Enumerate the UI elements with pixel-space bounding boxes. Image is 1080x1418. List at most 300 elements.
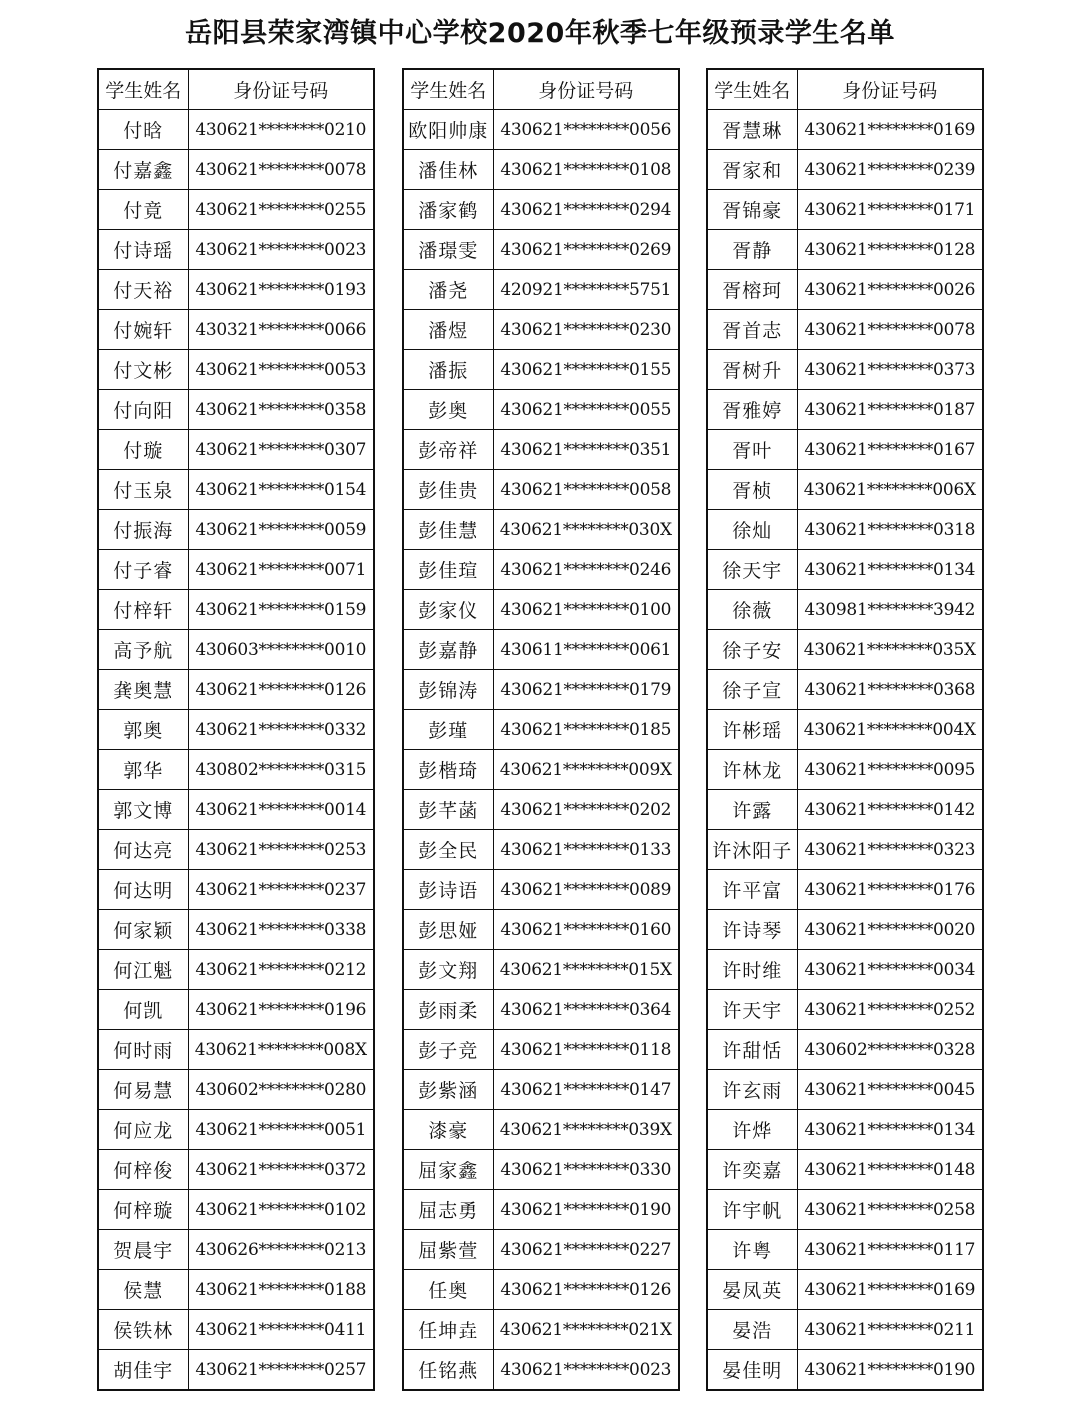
student-id-number: 430621********030X: [493, 510, 679, 550]
table-row: [707, 310, 983, 350]
student-name: 何家颖: [98, 910, 188, 950]
table-row: [98, 630, 374, 670]
student-name: 许露: [707, 790, 797, 830]
student-name: 付玉泉: [98, 470, 188, 510]
header-id-number: 身份证号码: [493, 69, 679, 110]
student-name: 何达明: [98, 870, 188, 910]
table-row: [98, 590, 374, 630]
student-id-number: 430621********0237: [188, 870, 374, 910]
table-row: [707, 870, 983, 910]
student-id-number: 430621********0154: [188, 470, 374, 510]
table-row: [98, 1310, 374, 1350]
student-id-number: 430621********009X: [493, 750, 679, 790]
student-name: 屈紫萱: [403, 1230, 493, 1270]
student-name: 付振海: [98, 510, 188, 550]
student-name: 许宇帆: [707, 1190, 797, 1230]
student-name: 彭思娅: [403, 910, 493, 950]
table-body: [707, 110, 983, 1391]
student-id-number: 430621********0185: [493, 710, 679, 750]
table-row: [403, 270, 679, 310]
student-id-number: 430621********0126: [493, 1270, 679, 1310]
student-name: 胥静: [707, 230, 797, 270]
student-id-number: 430802********0315: [188, 750, 374, 790]
student-id-number: 430621********0155: [493, 350, 679, 390]
student-id-number: 430621********0148: [797, 1150, 983, 1190]
student-id-number: 430621********0187: [797, 390, 983, 430]
table-row: [403, 1150, 679, 1190]
student-id-number: 430621********0014: [188, 790, 374, 830]
table-row: [403, 190, 679, 230]
table-row: [98, 110, 374, 150]
student-id-number: 430621********0364: [493, 990, 679, 1030]
table-row: [403, 310, 679, 350]
student-table-1: [97, 68, 375, 1391]
student-name: 彭紫涵: [403, 1070, 493, 1110]
student-id-number: 430621********039X: [493, 1110, 679, 1150]
table-row: [707, 910, 983, 950]
student-id-number: 430621********0020: [797, 910, 983, 950]
table-row: [403, 990, 679, 1030]
table-row: [403, 230, 679, 270]
table-row: [403, 710, 679, 750]
student-name: 彭全民: [403, 830, 493, 870]
student-name: 彭帝祥: [403, 430, 493, 470]
table-row: [98, 1230, 374, 1270]
table-row: [403, 750, 679, 790]
table-row: [707, 950, 983, 990]
student-name: 徐灿: [707, 510, 797, 550]
student-id-number: 430621********0169: [797, 1270, 983, 1310]
student-name: 潘家鹤: [403, 190, 493, 230]
table-row: [707, 1030, 983, 1070]
student-id-number: 430621********0368: [797, 670, 983, 710]
table-body: [98, 110, 374, 1391]
student-id-number: 430621********0269: [493, 230, 679, 270]
table-row: [403, 510, 679, 550]
table-row: [707, 1150, 983, 1190]
student-name: 付子睿: [98, 550, 188, 590]
student-id-number: 430621********0351: [493, 430, 679, 470]
student-name: 胡佳宇: [98, 1350, 188, 1391]
student-id-number: 430621********0117: [797, 1230, 983, 1270]
table-row: [98, 1030, 374, 1070]
student-id-number: 430621********0167: [797, 430, 983, 470]
student-id-number: 430621********0126: [188, 670, 374, 710]
student-name: 郭文博: [98, 790, 188, 830]
student-name: 彭芊菡: [403, 790, 493, 830]
student-name: 彭子竞: [403, 1030, 493, 1070]
table-row: [403, 550, 679, 590]
student-name: 彭奥: [403, 390, 493, 430]
student-name: 晏浩: [707, 1310, 797, 1350]
student-table-2: [402, 68, 680, 1391]
student-id-number: 430621********0051: [188, 1110, 374, 1150]
table-row: [707, 470, 983, 510]
table-row: [98, 310, 374, 350]
table-row: [98, 790, 374, 830]
table-row: [403, 910, 679, 950]
student-name: 彭诗语: [403, 870, 493, 910]
table-row: [403, 390, 679, 430]
student-id-number: 430621********0179: [493, 670, 679, 710]
student-name: 郭华: [98, 750, 188, 790]
student-name: 胥雅婷: [707, 390, 797, 430]
student-name: 许烨: [707, 1110, 797, 1150]
student-id-number: 430621********035X: [797, 630, 983, 670]
student-name: 徐子宣: [707, 670, 797, 710]
student-name: 任坤垚: [403, 1310, 493, 1350]
student-id-number: 430621********0190: [493, 1190, 679, 1230]
student-name: 许彬瑶: [707, 710, 797, 750]
student-name: 胥榕珂: [707, 270, 797, 310]
student-id-number: 430621********004X: [797, 710, 983, 750]
header-row: [707, 69, 983, 110]
student-name: 彭文翔: [403, 950, 493, 990]
student-id-number: 430621********0255: [188, 190, 374, 230]
student-id-number: 420921********5751: [493, 270, 679, 310]
student-id-number: 430621********0142: [797, 790, 983, 830]
student-name: 付晗: [98, 110, 188, 150]
student-id-number: 430621********0176: [797, 870, 983, 910]
student-id-number: 430621********021X: [493, 1310, 679, 1350]
student-id-number: 430621********0045: [797, 1070, 983, 1110]
table-row: [707, 150, 983, 190]
student-id-number: 430621********0056: [493, 110, 679, 150]
student-id-number: 430621********008X: [188, 1030, 374, 1070]
student-name: 彭楷琦: [403, 750, 493, 790]
student-name: 何时雨: [98, 1030, 188, 1070]
student-name: 任奥: [403, 1270, 493, 1310]
student-id-number: 430621********0128: [797, 230, 983, 270]
student-name: 潘璟雯: [403, 230, 493, 270]
table-row: [98, 1150, 374, 1190]
table-row: [403, 110, 679, 150]
student-id-number: 430621********0023: [188, 230, 374, 270]
student-id-number: 430621********0108: [493, 150, 679, 190]
student-name: 何应龙: [98, 1110, 188, 1150]
student-id-number: 430621********0026: [797, 270, 983, 310]
student-name: 彭家仪: [403, 590, 493, 630]
student-id-number: 430621********0102: [188, 1190, 374, 1230]
student-id-number: 430621********0330: [493, 1150, 679, 1190]
student-id-number: 430626********0213: [188, 1230, 374, 1270]
student-id-number: 430602********0280: [188, 1070, 374, 1110]
table-row: [707, 590, 983, 630]
table-row: [403, 1030, 679, 1070]
student-id-number: 430621********0078: [188, 150, 374, 190]
table-row: [403, 630, 679, 670]
table-row: [707, 670, 983, 710]
table-row: [707, 350, 983, 390]
student-id-number: 430621********0169: [797, 110, 983, 150]
table-row: [707, 630, 983, 670]
table-row: [707, 1070, 983, 1110]
header-id-number: 身份证号码: [188, 69, 374, 110]
student-name: 付诗瑶: [98, 230, 188, 270]
student-name: 彭佳瑄: [403, 550, 493, 590]
student-name: 贺晨宇: [98, 1230, 188, 1270]
table-row: [403, 430, 679, 470]
table-row: [98, 870, 374, 910]
student-name: 彭佳贵: [403, 470, 493, 510]
student-id-number: 430621********0188: [188, 1270, 374, 1310]
student-name: 晏佳明: [707, 1350, 797, 1391]
student-id-number: 430621********0053: [188, 350, 374, 390]
student-id-number: 430621********0257: [188, 1350, 374, 1391]
student-name: 许奕嘉: [707, 1150, 797, 1190]
student-id-number: 430621********0307: [188, 430, 374, 470]
table-row: [98, 1350, 374, 1391]
header-name: 学生姓名: [403, 69, 493, 110]
table-row: [403, 790, 679, 830]
student-id-number: 430621********0034: [797, 950, 983, 990]
student-name: 付天裕: [98, 270, 188, 310]
student-id-number: 430621********0372: [188, 1150, 374, 1190]
table-row: [98, 190, 374, 230]
student-name: 潘尧: [403, 270, 493, 310]
student-name: 付向阳: [98, 390, 188, 430]
student-id-number: 430981********3942: [797, 590, 983, 630]
table-row: [98, 910, 374, 950]
table-row: [707, 270, 983, 310]
student-name: 胥锦豪: [707, 190, 797, 230]
header-row: [98, 69, 374, 110]
student-id-number: 430621********0252: [797, 990, 983, 1030]
student-name: 许平富: [707, 870, 797, 910]
table-row: [403, 870, 679, 910]
student-id-number: 430321********0066: [188, 310, 374, 350]
student-name: 胥慧琳: [707, 110, 797, 150]
student-id-number: 430621********0095: [797, 750, 983, 790]
student-name: 何梓璇: [98, 1190, 188, 1230]
student-id-number: 430621********0202: [493, 790, 679, 830]
student-name: 潘佳林: [403, 150, 493, 190]
header-name: 学生姓名: [707, 69, 797, 110]
student-name: 何凯: [98, 990, 188, 1030]
student-name: 何梓俊: [98, 1150, 188, 1190]
student-name: 许沐阳子: [707, 830, 797, 870]
table-row: [98, 350, 374, 390]
student-id-number: 430621********0147: [493, 1070, 679, 1110]
student-name: 郭奥: [98, 710, 188, 750]
student-name: 许诗琴: [707, 910, 797, 950]
student-id-number: 430621********0078: [797, 310, 983, 350]
student-id-number: 430621********0318: [797, 510, 983, 550]
header-id-number: 身份证号码: [797, 69, 983, 110]
table-row: [707, 990, 983, 1030]
table-row: [403, 1230, 679, 1270]
student-name: 许时维: [707, 950, 797, 990]
student-name: 何易慧: [98, 1070, 188, 1110]
table-row: [98, 230, 374, 270]
table-row: [707, 1350, 983, 1391]
student-name: 付嘉鑫: [98, 150, 188, 190]
table-body: [403, 110, 679, 1391]
student-name: 彭嘉静: [403, 630, 493, 670]
table-row: [98, 990, 374, 1030]
table-row: [707, 390, 983, 430]
student-name: 彭雨柔: [403, 990, 493, 1030]
table-row: [403, 470, 679, 510]
student-name: 任铭燕: [403, 1350, 493, 1391]
table-row: [707, 1190, 983, 1230]
student-name: 徐子安: [707, 630, 797, 670]
student-name: 欧阳帅康: [403, 110, 493, 150]
student-id-number: 430621********0133: [493, 830, 679, 870]
student-id-number: 430621********0055: [493, 390, 679, 430]
document-title: 岳阳县荣家湾镇中心学校2020年秋季七年级预录学生名单: [185, 18, 895, 49]
table-row: [98, 550, 374, 590]
header-row: [403, 69, 679, 110]
student-name: 胥叶: [707, 430, 797, 470]
table-row: [403, 1350, 679, 1391]
student-id-number: 430621********0210: [188, 110, 374, 150]
student-name: 彭瑾: [403, 710, 493, 750]
student-name: 徐薇: [707, 590, 797, 630]
table-row: [403, 350, 679, 390]
student-id-number: 430621********006X: [797, 470, 983, 510]
student-id-number: 430621********0227: [493, 1230, 679, 1270]
student-name: 许天宇: [707, 990, 797, 1030]
student-id-number: 430621********0089: [493, 870, 679, 910]
student-name: 侯慧: [98, 1270, 188, 1310]
student-name: 何江魁: [98, 950, 188, 990]
student-id-number: 430621********0373: [797, 350, 983, 390]
student-name: 彭佳慧: [403, 510, 493, 550]
table-row: [403, 1110, 679, 1150]
student-id-number: 430621********0160: [493, 910, 679, 950]
student-id-number: 430621********0358: [188, 390, 374, 430]
student-id-number: 430611********0061: [493, 630, 679, 670]
table-row: [98, 1190, 374, 1230]
student-name: 许甜恬: [707, 1030, 797, 1070]
student-id-number: 430621********0023: [493, 1350, 679, 1391]
student-id-number: 430621********0100: [493, 590, 679, 630]
student-name: 龚奥慧: [98, 670, 188, 710]
student-id-number: 430621********0171: [797, 190, 983, 230]
table-row: [707, 1310, 983, 1350]
student-name: 潘煜: [403, 310, 493, 350]
table-row: [98, 950, 374, 990]
table-row: [403, 1190, 679, 1230]
student-name: 许林龙: [707, 750, 797, 790]
table-row: [707, 710, 983, 750]
table-row: [403, 1270, 679, 1310]
student-id-number: 430621********0294: [493, 190, 679, 230]
table-row: [707, 510, 983, 550]
student-id-number: 430621********0239: [797, 150, 983, 190]
table-row: [707, 190, 983, 230]
table-row: [98, 510, 374, 550]
table-row: [98, 1110, 374, 1150]
table-row: [98, 390, 374, 430]
student-id-number: 430621********0246: [493, 550, 679, 590]
table-row: [707, 430, 983, 470]
student-name: 许粤: [707, 1230, 797, 1270]
table-row: [98, 830, 374, 870]
student-id-number: 430602********0328: [797, 1030, 983, 1070]
table-row: [98, 150, 374, 190]
student-name: 徐天宇: [707, 550, 797, 590]
student-id-number: 430621********0258: [797, 1190, 983, 1230]
student-id-number: 430621********015X: [493, 950, 679, 990]
student-name: 屈家鑫: [403, 1150, 493, 1190]
table-row: [98, 470, 374, 510]
student-name: 侯铁林: [98, 1310, 188, 1350]
table-row: [98, 1270, 374, 1310]
student-name: 胥树升: [707, 350, 797, 390]
table-row: [707, 750, 983, 790]
student-name: 胥首志: [707, 310, 797, 350]
student-name: 何达亮: [98, 830, 188, 870]
table-row: [707, 550, 983, 590]
table-row: [98, 430, 374, 470]
table-row: [707, 230, 983, 270]
table-row: [98, 710, 374, 750]
table-row: [403, 1310, 679, 1350]
table-row: [707, 110, 983, 150]
student-name: 晏凤英: [707, 1270, 797, 1310]
student-id-number: 430621********0159: [188, 590, 374, 630]
student-name: 付璇: [98, 430, 188, 470]
student-name: 彭锦涛: [403, 670, 493, 710]
table-row: [98, 1070, 374, 1110]
student-name: 漆豪: [403, 1110, 493, 1150]
table-row: [403, 670, 679, 710]
table-row: [98, 670, 374, 710]
student-id-number: 430621********0058: [493, 470, 679, 510]
table-row: [403, 830, 679, 870]
student-id-number: 430621********0323: [797, 830, 983, 870]
table-row: [403, 1070, 679, 1110]
student-id-number: 430621********0193: [188, 270, 374, 310]
student-id-number: 430621********0411: [188, 1310, 374, 1350]
student-id-number: 430621********0253: [188, 830, 374, 870]
student-name: 付婉轩: [98, 310, 188, 350]
table-row: [707, 1270, 983, 1310]
student-name: 潘振: [403, 350, 493, 390]
table-row: [707, 1230, 983, 1270]
student-id-number: 430621********0196: [188, 990, 374, 1030]
student-id-number: 430621********0134: [797, 550, 983, 590]
table-row: [707, 790, 983, 830]
student-table-3: [706, 68, 984, 1391]
student-name: 付竟: [98, 190, 188, 230]
student-id-number: 430621********0230: [493, 310, 679, 350]
table-row: [98, 750, 374, 790]
student-id-number: 430621********0059: [188, 510, 374, 550]
student-id-number: 430621********0134: [797, 1110, 983, 1150]
student-name: 付梓轩: [98, 590, 188, 630]
table-row: [403, 950, 679, 990]
student-id-number: 430621********0071: [188, 550, 374, 590]
header-name: 学生姓名: [98, 69, 188, 110]
student-name: 付文彬: [98, 350, 188, 390]
student-id-number: 430621********0338: [188, 910, 374, 950]
table-row: [403, 150, 679, 190]
student-name: 高予航: [98, 630, 188, 670]
student-name: 屈志勇: [403, 1190, 493, 1230]
student-name: 胥家和: [707, 150, 797, 190]
student-name: 许玄雨: [707, 1070, 797, 1110]
student-id-number: 430621********0212: [188, 950, 374, 990]
table-row: [98, 270, 374, 310]
table-row: [707, 1110, 983, 1150]
student-name: 胥桢: [707, 470, 797, 510]
table-row: [403, 590, 679, 630]
table-row: [707, 830, 983, 870]
student-id-number: 430603********0010: [188, 630, 374, 670]
